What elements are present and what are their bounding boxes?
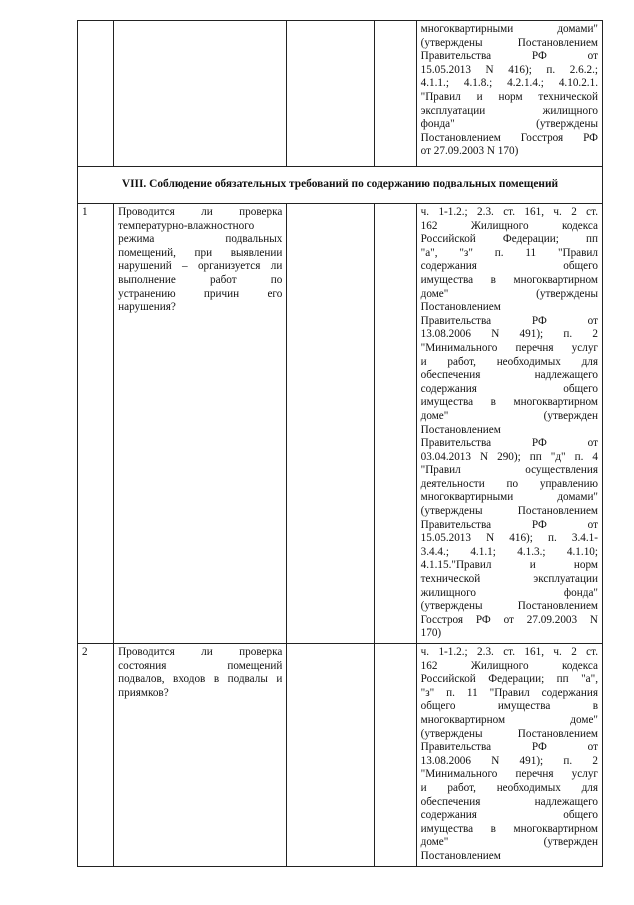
legal-basis-line: "Минимального перечня услуг <box>420 341 598 354</box>
legal-basis-line: "Правил осуществления <box>420 464 598 477</box>
legal-basis-line: Правительства РФ от <box>420 437 598 450</box>
question-line: режима подвальных <box>118 233 283 246</box>
legal-basis-line: 4.1.15."Правил и норм <box>420 559 598 572</box>
table-row-section-heading <box>78 167 603 204</box>
cell-number: 2 <box>78 644 114 867</box>
legal-basis-line: содержания общего <box>420 382 598 395</box>
legal-basis-line: многоквартирными домами" <box>420 491 598 504</box>
legal-basis-line: доме" (утвержден <box>420 409 598 422</box>
document-page <box>77 20 603 860</box>
legal-basis-line: Постановлением <box>420 849 501 862</box>
table-row-continuation <box>78 21 603 167</box>
legal-basis-line: 162 Жилищного кодекса <box>420 659 598 672</box>
cell-question <box>114 204 287 644</box>
question-line: помещений, при выявлении <box>118 246 283 259</box>
legal-basis-line: Постановлением Госстроя РФ <box>420 131 598 144</box>
cell-number: 1 <box>78 204 114 644</box>
legal-basis-line: обеспечения надлежащего <box>420 795 598 808</box>
legal-basis-line: Российской Федерации; пп <box>420 233 598 246</box>
legal-basis-line: (утверждены Постановлением <box>420 727 598 740</box>
legal-basis-line: ч. 1-1.2.; 2.3. ст. 161, ч. 2 ст. <box>420 646 598 658</box>
question-line: подвалов, входов в подвалы и <box>118 673 283 686</box>
legal-basis-line: 03.04.2013 N 290); пп "д" п. 4 <box>420 450 598 463</box>
question-line: выполнение работ по <box>118 273 283 286</box>
question-line: температурно-влажностного <box>118 219 255 232</box>
cell-answer <box>287 204 375 644</box>
legal-basis-line: ч. 1-1.2.; 2.3. ст. 161, ч. 2 ст. <box>420 206 598 218</box>
legal-basis-line: Правительства РФ от <box>420 741 598 754</box>
table-row <box>78 204 603 644</box>
question-line: состояния помещений <box>118 659 283 672</box>
legal-basis-line: "Минимального перечня услуг <box>420 768 598 781</box>
legal-basis-line: фонда" (утверждены <box>420 118 598 131</box>
legal-basis-line: деятельности по управлению <box>420 477 598 490</box>
legal-basis-line: и работ, необходимых для <box>420 781 598 794</box>
legal-basis-line: Российской Федерации; пп "а", <box>420 673 598 686</box>
legal-basis-line: имущества в многоквартирном <box>420 822 598 835</box>
legal-basis-line: имущества в многоквартирном <box>420 396 598 409</box>
cell-answer <box>287 644 375 867</box>
legal-basis-line: 13.08.2006 N 491); п. 2 <box>420 328 598 341</box>
legal-basis-line: Правительства РФ от <box>420 518 598 531</box>
cell-note <box>375 21 417 167</box>
question-line: Проводится ли проверка <box>118 646 283 658</box>
legal-basis-line: Госстроя РФ от 27.09.2003 N <box>420 613 598 626</box>
section-title: VIII. Соблюдение обязательных требований по содержанию подвальных помещений <box>78 167 603 204</box>
legal-basis-line: 15.05.2013 N 416); п. 3.4.1- <box>420 532 598 545</box>
legal-basis-line: жилищного фонда" <box>420 586 598 599</box>
legal-basis-line: 15.05.2013 N 416); п. 2.6.2.; <box>420 63 598 76</box>
legal-basis-line: доме" (утверждены <box>420 287 598 300</box>
legal-basis-line: содержания общего <box>420 809 598 822</box>
legal-basis-line: технической эксплуатации <box>420 573 598 586</box>
legal-basis-line: Постановлением <box>420 423 501 436</box>
cell-answer <box>287 21 375 167</box>
cell-question <box>114 21 287 167</box>
legal-basis-line: 170) <box>420 627 442 640</box>
legal-basis-line: "з" п. 11 "Правил содержания <box>420 686 598 699</box>
legal-basis-line: доме" (утвержден <box>420 836 598 849</box>
cell-note <box>375 644 417 867</box>
legal-basis-line: обеспечения надлежащего <box>420 369 598 382</box>
question-line: приямков? <box>118 686 169 699</box>
cell-legal-basis <box>416 644 602 867</box>
legal-basis-line: от 27.09.2003 N 170) <box>420 145 519 158</box>
question-line: устранению причин его <box>118 287 283 300</box>
legal-basis-line: (утверждены Постановлением <box>420 600 598 613</box>
question-line: нарушения? <box>118 301 176 314</box>
legal-basis-line: общего имущества в <box>420 700 598 713</box>
legal-basis-line: "а", "з" п. 11 "Правил <box>420 246 598 259</box>
legal-basis-line: многоквартирными домами" <box>420 23 598 35</box>
legal-basis-line: Правительства РФ от <box>420 314 598 327</box>
legal-basis-line: 4.1.1.; 4.1.8.; 4.2.1.4.; 4.10.2.1. <box>420 77 598 90</box>
cell-note <box>375 204 417 644</box>
cell-legal-basis <box>416 21 602 167</box>
legal-basis-line: (утверждены Постановлением <box>420 505 598 518</box>
legal-basis-line: 162 Жилищного кодекса <box>420 219 598 232</box>
table-row <box>78 644 603 867</box>
legal-basis-line: (утверждены Постановлением <box>420 36 598 49</box>
cell-question <box>114 644 287 867</box>
legal-basis-line: Постановлением <box>420 301 501 314</box>
legal-basis-line: 13.08.2006 N 491); п. 2 <box>420 754 598 767</box>
legal-basis-line: Правительства РФ от <box>420 50 598 63</box>
legal-basis-line: 3.4.4.; 4.1.1; 4.1.3.; 4.1.10; <box>420 545 598 558</box>
legal-basis-line: содержания общего <box>420 260 598 273</box>
legal-basis-line: "Правил и норм технической <box>420 90 598 103</box>
legal-basis-line: имущества в многоквартирном <box>420 273 598 286</box>
question-line: нарушений – организуется ли <box>118 260 283 273</box>
question-line: Проводится ли проверка <box>118 206 283 218</box>
cell-legal-basis <box>416 204 602 644</box>
legal-basis-line: эксплуатации жилищного <box>420 104 598 117</box>
checklist-table <box>77 20 603 867</box>
legal-basis-line: и работ, необходимых для <box>420 355 598 368</box>
legal-basis-line: многоквартирном доме" <box>420 713 598 726</box>
cell-number <box>78 21 114 167</box>
